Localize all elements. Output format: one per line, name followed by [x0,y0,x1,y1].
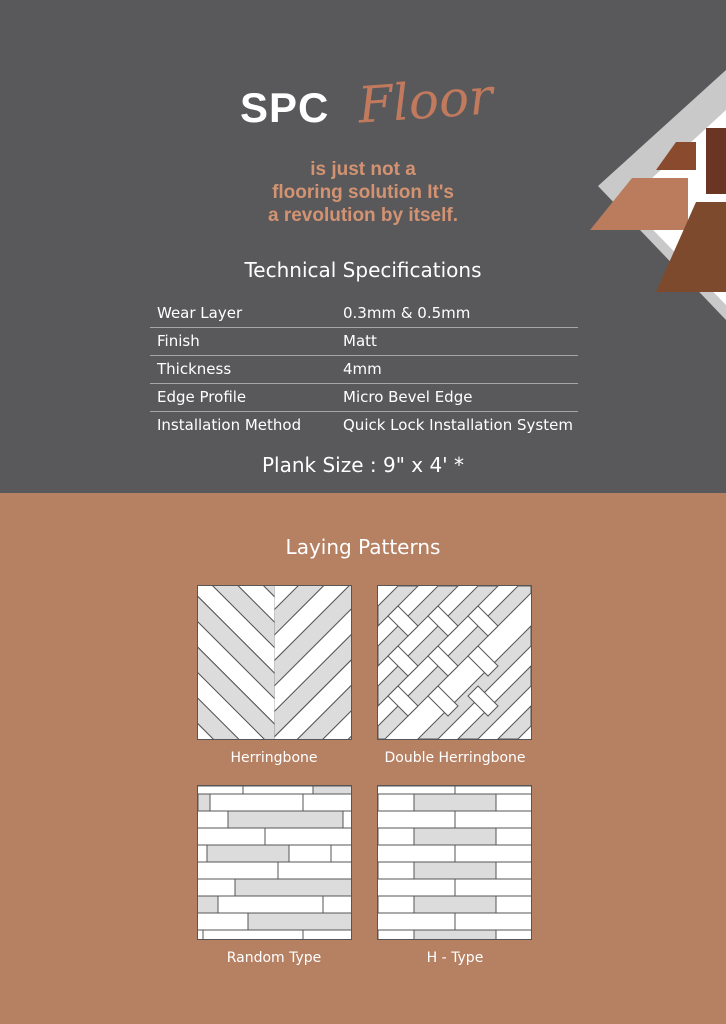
spec-value: Matt [343,332,377,350]
pattern-caption: H - Type [426,950,484,966]
spc-floor-logo [240,67,500,148]
spec-row [150,384,578,412]
tagline-line-3: a revolution by itself. [267,205,459,226]
random-type-pattern-image [197,785,352,940]
spec-row [150,300,578,328]
logo-floor-script: Floor [356,67,495,135]
specs-title: Technical Specifications [244,258,482,282]
pattern-caption: Random Type [226,950,322,966]
spec-label: Thickness [157,360,232,378]
spec-row [150,328,578,356]
spec-value: 4mm [343,360,382,378]
tagline-line-1: is just not a [310,159,416,180]
spec-row [150,412,578,439]
wood-tile-decoration [588,70,726,320]
logo-spc-text: SPC [240,84,330,131]
spec-label: Edge Profile [157,388,247,406]
spec-value: Quick Lock Installation System [343,416,573,434]
plank-size: Plank Size : 9" x 4' * [261,453,465,477]
laying-patterns-title: Laying Patterns [285,535,441,559]
spec-label: Wear Layer [157,304,243,322]
spec-label: Installation Method [157,416,302,434]
pattern-caption: Herringbone [230,750,318,766]
herringbone-pattern-image [197,585,352,740]
pattern-caption: Double Herringbone [384,750,526,766]
double-herringbone-pattern-image [377,585,532,740]
spec-row [150,356,578,384]
spec-label: Finish [157,332,200,350]
spec-value: Micro Bevel Edge [343,388,473,406]
specs-table [150,300,578,439]
tagline-line-2: flooring solution It's [272,182,454,203]
spec-value: 0.3mm & 0.5mm [343,304,471,322]
h-type-pattern-image [377,785,532,940]
